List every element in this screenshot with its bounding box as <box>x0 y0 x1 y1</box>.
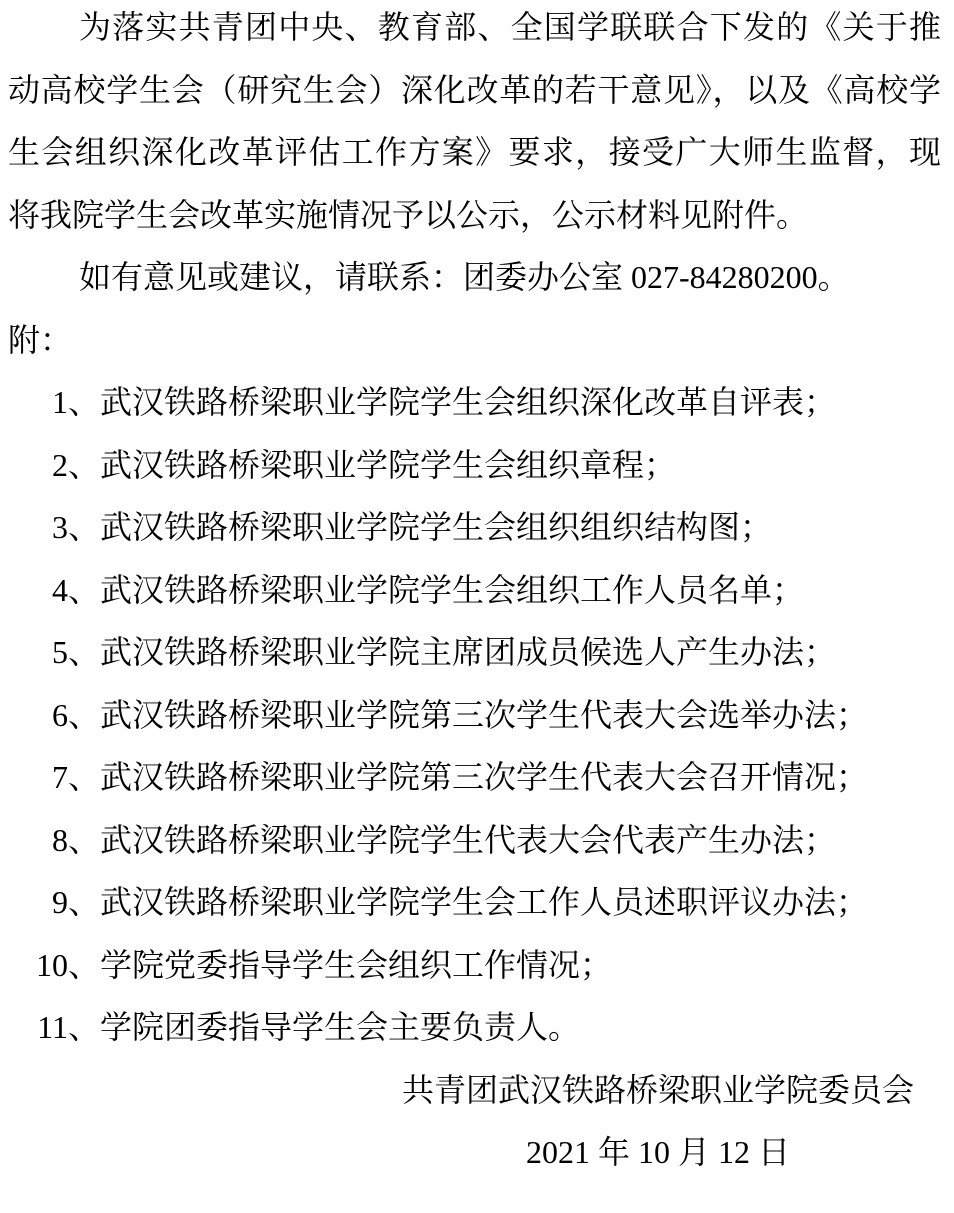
attachment-text: 武汉铁路桥梁职业学院学生会工作人员述职评议办法； <box>100 884 869 920</box>
paragraph-line: 如有意见或建议，请联系：团委办公室 027-84280200。 <box>79 259 850 295</box>
attachment-text: 武汉铁路桥梁职业学院学生会组织组织结构图； <box>100 509 773 545</box>
attachment-number: 1、 <box>51 384 100 420</box>
paragraph-line: 将我院学生会改革实施情况予以公示，公示材料见附件。 <box>8 196 809 233</box>
attachment-item <box>8 684 941 747</box>
body-paragraphs <box>8 0 941 371</box>
attachment-text: 武汉铁路桥梁职业学院主席团成员候选人产生办法； <box>100 634 837 670</box>
document-content <box>8 0 941 1184</box>
signature-block <box>8 1059 941 1184</box>
attachment-item <box>8 371 941 434</box>
attachment-number: 4、 <box>51 571 100 608</box>
attachment-item <box>8 746 941 809</box>
attachment-item <box>8 996 941 1059</box>
attachment-text: 武汉铁路桥梁职业学院学生代表大会代表产生办法； <box>100 821 837 858</box>
attachment-number: 9、 <box>51 884 100 920</box>
attachment-text: 学院党委指导学生会组织工作情况； <box>100 946 613 983</box>
attachment-item <box>8 871 941 934</box>
signature-inner <box>402 1059 914 1184</box>
attachment-text: 武汉铁路桥梁职业学院学生会组织工作人员名单； <box>100 571 805 608</box>
attachment-number: 8、 <box>51 821 100 858</box>
attachment-number: 10、 <box>35 946 100 983</box>
attachment-list <box>8 371 941 1059</box>
paragraph-line: 动高校学生会（研究生会）深化改革的若干意见》，以及《高校学 <box>8 71 941 108</box>
attachment-item <box>8 934 941 997</box>
signature-organization: 共青团武汉铁路桥梁职业学院委员会 <box>401 1071 914 1108</box>
attachment-item <box>8 809 941 872</box>
attachment-item <box>8 434 941 497</box>
attachment-number: 11、 <box>37 1009 100 1045</box>
attachment-text: 武汉铁路桥梁职业学院学生会组织章程； <box>100 446 677 483</box>
attachment-item <box>8 559 941 622</box>
attachment-text: 学院团委指导学生会主要负责人。 <box>100 1009 581 1045</box>
paragraph-line: 附： <box>8 321 73 358</box>
attachment-item <box>8 621 941 684</box>
attachment-number: 2、 <box>51 446 100 483</box>
attachment-item <box>8 496 941 559</box>
paragraph <box>8 309 941 372</box>
attachment-text: 武汉铁路桥梁职业学院第三次学生代表大会召开情况； <box>100 759 869 795</box>
paragraph <box>8 0 941 246</box>
attachment-number: 5、 <box>51 634 100 670</box>
attachment-number: 3、 <box>51 509 100 545</box>
paragraph-line: 为落实共青团中央、教育部、全国学联联合下发的《关于推 <box>79 9 941 45</box>
attachment-number: 6、 <box>51 696 100 733</box>
attachment-text: 武汉铁路桥梁职业学院学生会组织深化改革自评表； <box>100 384 837 420</box>
signature-date: 2021 年 10 月 12 日 <box>525 1134 790 1170</box>
paragraph-line: 生会组织深化改革评估工作方案》要求，接受广大师生监督，现 <box>8 134 941 170</box>
paragraph <box>8 246 941 309</box>
attachment-text: 武汉铁路桥梁职业学院第三次学生代表大会选举办法； <box>100 696 869 733</box>
attachment-number: 7、 <box>51 759 100 795</box>
